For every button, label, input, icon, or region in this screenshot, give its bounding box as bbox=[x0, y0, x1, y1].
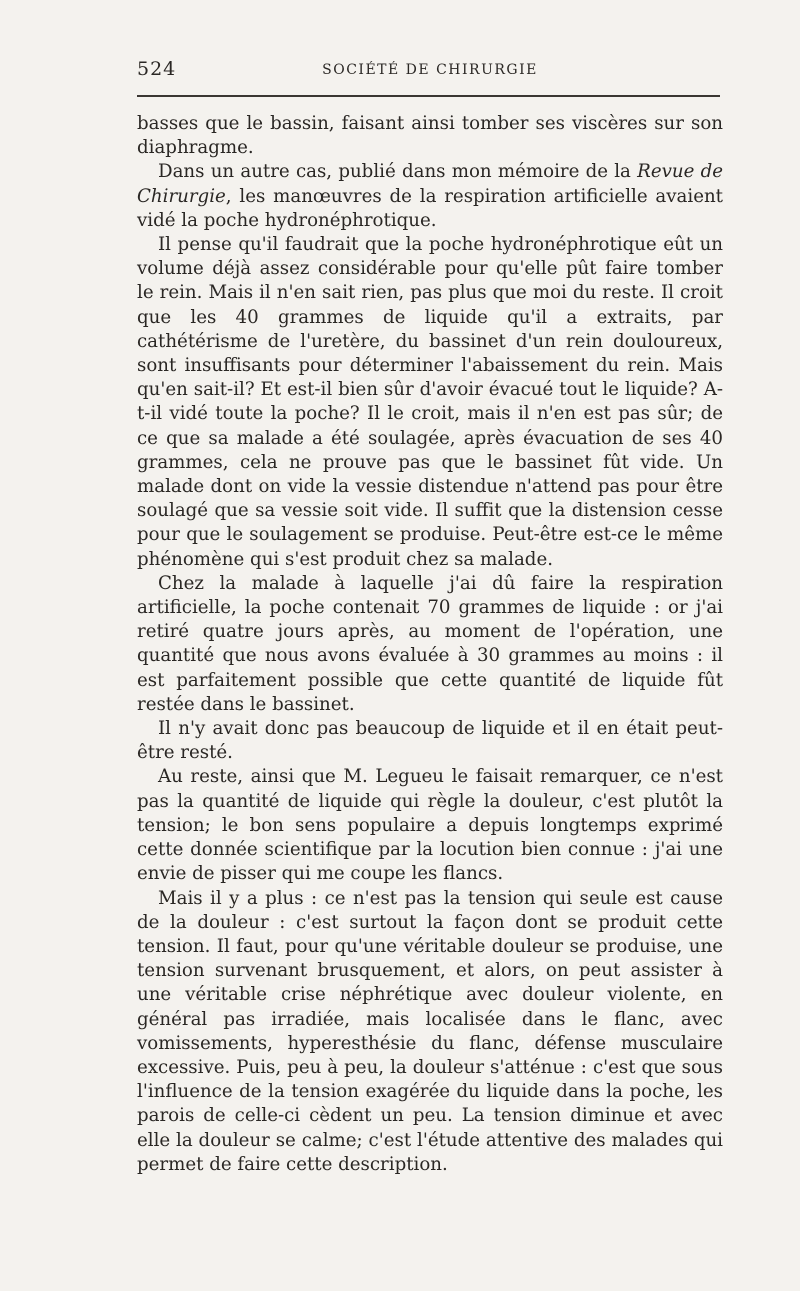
paragraph-text: Chez la malade à laquelle j'ai dû faire la respiration artificielle, la poche contenait 70 grammes de liquide : or j'ai retiré quatre jours après, au moment de l'opération, une quantité que nous avons évaluée à 30 grammes au moins : il est parfaitement possible que cette quantité de liquide fût restée dans le bassinet. bbox=[137, 572, 723, 715]
page-header bbox=[137, 58, 723, 84]
paragraph bbox=[137, 233, 723, 572]
paragraph bbox=[137, 765, 723, 886]
paragraph-text: , les manœuvres de la respiration artificielle avaient vidé la poche hydronéphrotique. bbox=[137, 185, 723, 231]
paragraph bbox=[137, 887, 723, 1177]
paragraph bbox=[137, 112, 723, 160]
paragraph bbox=[137, 160, 723, 233]
paragraph-text: Il n'y avait donc pas beaucoup de liquide et il en était peut-être resté. bbox=[137, 718, 723, 764]
paragraph bbox=[137, 717, 723, 765]
running-head: SOCIÉTÉ DE CHIRURGIE bbox=[322, 62, 538, 78]
page-number: 524 bbox=[137, 58, 177, 80]
paragraph-text: basses que le bassin, faisant ainsi tomber ses viscères sur son diaphragme. bbox=[137, 113, 723, 159]
paragraph-text: Il pense qu'il faudrait que la poche hydronéphrotique eût un volume déjà assez considérable pour qu'elle pût faire tomber le rein. Mais il n'en sait rien, pas plus que moi du reste. Il croit que les 40 grammes de liquide qu'il a extraits, par cathétérisme de l'uretère, du bassinet d'un rein douloureux, sont insuffisants pour déterminer l'abaissement du rein. Mais qu'en sait-il? Et est-il bien sûr d'avoir évacué tout le liquide? A-t-il vidé toute la poche? Il le croit, mais il n'en est pas sûr; de ce que sa malade a été soulagée, après évacuation de ses 40 grammes, cela ne prouve pas que le bassinet fût vide. Un malade dont on vide la vessie distendue n'attend pas pour être soulagé que sa vessie soit vide. Il suffit que la distension cesse pour que le soulagement se produise. Peut-être est-ce le même phénomène qui s'est produit chez sa malade. bbox=[137, 234, 723, 570]
paragraph bbox=[137, 572, 723, 717]
body-text bbox=[137, 112, 723, 1177]
header-rule bbox=[137, 95, 720, 97]
paragraph-text: Dans un autre cas, publié dans mon mémoire de la bbox=[158, 161, 638, 183]
italic-title: Revue de Chirurgie bbox=[137, 161, 723, 207]
paragraph-text: Mais il y a plus : ce n'est pas la tension qui seule est cause de la douleur : c'est surtout la façon dont se produit cette tension. Il faut, pour qu'une véritable douleur se produise, une tension survenant brusquement, et alors, on peut assister à une véritable crise néphrétique avec douleur violente, en général pas irradiée, mais localisée dans le flanc, avec vomissements, hyperesthésie du flanc, défense musculaire excessive. Puis, peu à peu, la douleur s'atténue : c'est que sous l'influence de la tension exagérée du liquide dans la poche, les parois de celle-ci cèdent un peu. La tension diminue et avec elle la douleur se calme; c'est l'étude attentive des malades qui permet de faire cette description. bbox=[137, 887, 723, 1175]
paragraph-text: Au reste, ainsi que M. Legueu le faisait remarquer, ce n'est pas la quantité de liquide qui règle la douleur, c'est plutôt la tension; le bon sens populaire a depuis longtemps exprimé cette donnée scientifique par la locution bien connue : j'ai une envie de pisser qui me coupe les flancs. bbox=[137, 766, 723, 885]
